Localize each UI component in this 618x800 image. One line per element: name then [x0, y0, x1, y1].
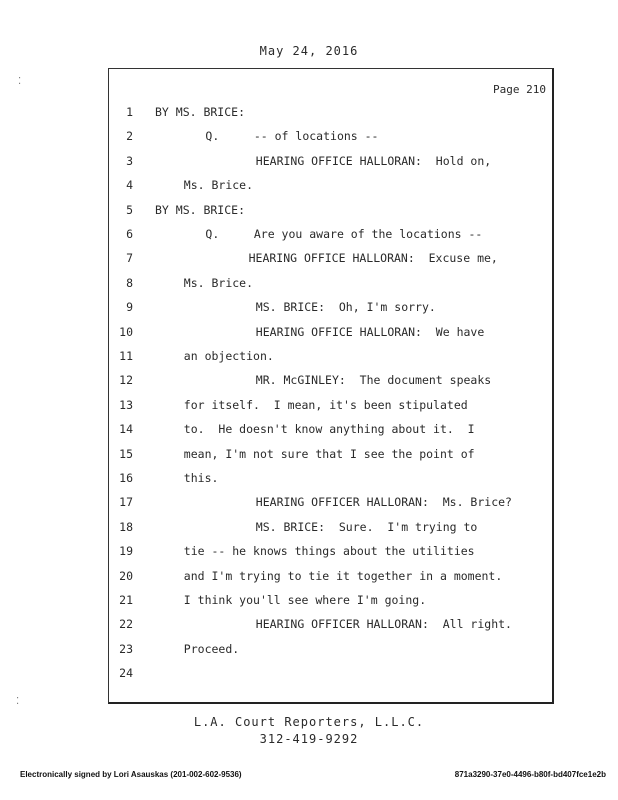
line-number: 4 [126, 178, 133, 193]
line-text: MS. BRICE: Oh, I'm sorry. [255, 300, 436, 315]
transcript-line [109, 325, 549, 345]
transcript-line [109, 178, 549, 198]
line-number: 15 [119, 446, 133, 461]
line-text: MR. McGINLEY: The document speaks [255, 373, 492, 388]
line-text: HEARING OFFICER HALLORAN: Ms. Brice? [255, 495, 512, 510]
line-text: to. He doesn't know anything about it. I [183, 422, 475, 437]
line-text: Ms. Brice. [183, 275, 254, 290]
transcript-line [109, 617, 549, 637]
line-text: BY MS. BRICE: [155, 105, 246, 119]
line-number: 10 [119, 324, 133, 339]
transcript-line [109, 129, 549, 149]
line-text: Q. Are you aware of the locations -- [205, 227, 483, 241]
line-text: Q. -- of locations -- [205, 129, 379, 144]
transcript-page [108, 68, 554, 704]
line-text: an objection. [183, 349, 274, 363]
transcript-line [109, 642, 549, 662]
line-text: for itself. I mean, it's been stipulated [183, 397, 468, 412]
transcript-line [109, 569, 549, 589]
document-hash: 871a3290-37e0-4496-b80f-bd407fce1e2b [454, 770, 606, 779]
line-number: 6 [126, 227, 133, 241]
line-number: 12 [119, 373, 133, 388]
line-number: 22 [119, 617, 133, 632]
court-reporter-name: L.A. Court Reporters, L.L.C. [193, 715, 425, 729]
line-number: 7 [126, 251, 133, 266]
line-text: HEARING OFFICE HALLORAN: We have [255, 324, 485, 339]
page-number: Page 210 [493, 83, 546, 96]
transcript-line [109, 593, 549, 613]
line-number: 20 [119, 568, 133, 583]
line-number: 16 [119, 471, 133, 485]
transcript-line [109, 227, 549, 247]
line-text: BY MS. BRICE: [155, 202, 246, 217]
line-text: I think you'll see where I'm going. [183, 593, 427, 607]
line-number: 2 [126, 129, 133, 144]
line-text: Proceed. [183, 641, 240, 656]
transcript-line [109, 471, 549, 491]
line-number: 9 [126, 300, 133, 315]
line-number: 13 [119, 397, 133, 412]
line-text: HEARING OFFICER HALLORAN: All right. [255, 617, 512, 632]
line-number: 24 [119, 666, 133, 681]
line-number: 5 [126, 202, 133, 217]
line-number: 21 [119, 593, 133, 607]
line-text: and I'm trying to tie it together in a moment. [183, 568, 503, 583]
line-number: 8 [126, 275, 133, 290]
transcript-line [109, 203, 549, 223]
line-number: 17 [119, 495, 133, 510]
transcript-line [109, 105, 549, 125]
scan-mark: ⁚ [16, 696, 20, 707]
transcript-line [109, 398, 549, 418]
line-number: 23 [119, 641, 133, 656]
line-number: 1 [126, 105, 133, 119]
transcript-line [109, 349, 549, 369]
transcript-line [109, 447, 549, 467]
line-number: 3 [126, 153, 133, 168]
transcript-line [109, 666, 549, 686]
transcript-line [109, 300, 549, 320]
line-text: Ms. Brice. [183, 178, 254, 193]
line-text: this. [183, 471, 219, 485]
line-number: 11 [119, 349, 133, 363]
line-number: 14 [119, 422, 133, 437]
line-number: 18 [119, 519, 133, 534]
court-reporter-phone: 312-419-9292 [259, 732, 359, 746]
line-text: HEARING OFFICE HALLORAN: Excuse me, [248, 251, 498, 266]
transcript-line [109, 154, 549, 174]
transcript-line [109, 495, 549, 515]
scan-mark: ⁚ [18, 76, 22, 87]
transcript-date: May 24, 2016 [259, 44, 359, 58]
transcript-line [109, 422, 549, 442]
transcript-line [109, 520, 549, 540]
line-text: tie -- he knows things about the utilities [183, 544, 475, 559]
line-number: 19 [119, 544, 133, 559]
transcript-line [109, 276, 549, 296]
transcript-line [109, 544, 549, 564]
line-text: HEARING OFFICE HALLORAN: Hold on, [255, 153, 492, 168]
line-text: MS. BRICE: Sure. I'm trying to [255, 519, 478, 534]
transcript-line [109, 373, 549, 393]
electronic-signature: Electronically signed by Lori Asauskas (201-002-602-9536) [20, 770, 242, 779]
transcript-line [109, 251, 549, 271]
line-text: mean, I'm not sure that I see the point of [183, 446, 475, 461]
